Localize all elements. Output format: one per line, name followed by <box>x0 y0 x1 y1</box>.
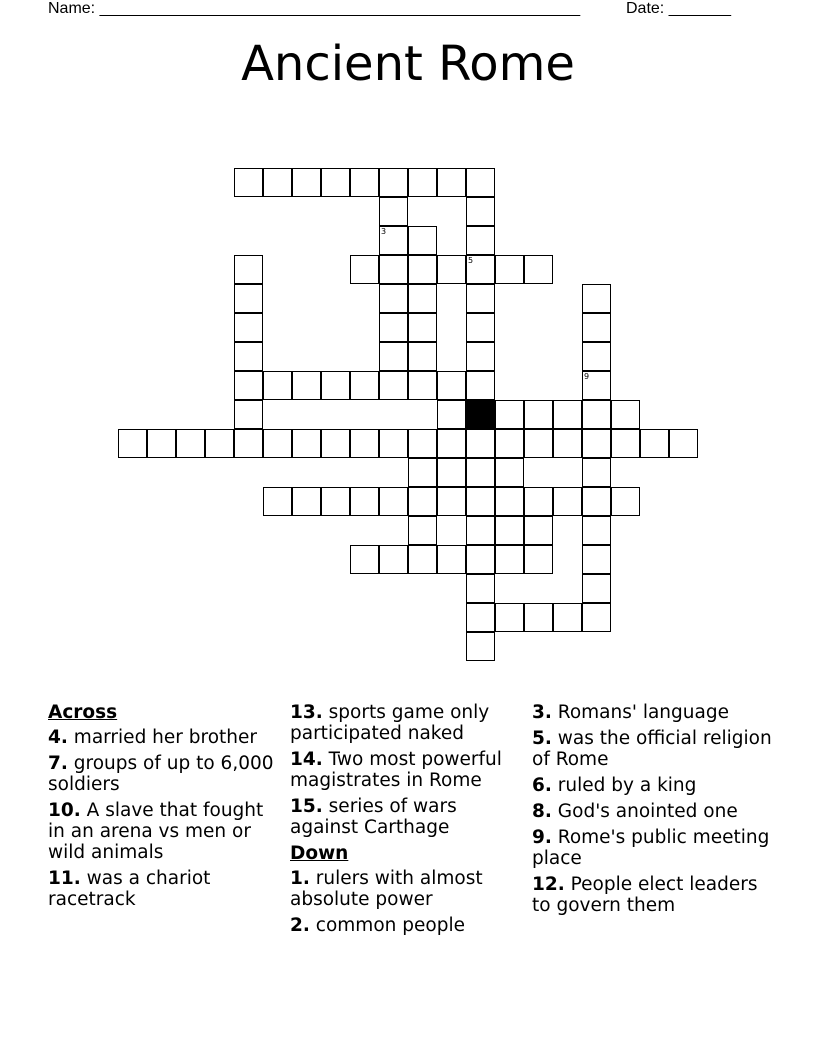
clue-number: 7. <box>48 753 68 774</box>
crossword-cell[interactable] <box>408 429 437 458</box>
crossword-cell[interactable] <box>234 284 263 313</box>
crossword-cell[interactable] <box>466 632 495 661</box>
crossword-cell[interactable] <box>408 487 437 516</box>
crossword-cell[interactable] <box>408 313 437 342</box>
crossword-cell[interactable] <box>466 603 495 632</box>
crossword-cell[interactable] <box>205 429 234 458</box>
clue-text: A slave that fought in an arena vs men or wild animals <box>48 800 264 863</box>
clue-text: God's anointed one <box>557 801 738 822</box>
crossword-cell[interactable] <box>582 516 611 545</box>
clue-down-5 <box>532 728 772 770</box>
crossword-cell[interactable] <box>408 516 437 545</box>
crossword-cell[interactable] <box>495 429 524 458</box>
clue-across-11 <box>48 868 280 910</box>
crossword-cell[interactable] <box>582 284 611 313</box>
crossword-cell[interactable] <box>321 487 350 516</box>
clue-text: rulers with almost absolute power <box>290 868 483 910</box>
clue-across-10 <box>48 800 280 863</box>
clue-text: common people <box>315 915 465 936</box>
clue-text: was a chariot racetrack <box>48 868 211 910</box>
crossword-cell[interactable] <box>379 284 408 313</box>
crossword-cell[interactable] <box>640 429 669 458</box>
clue-text: groups of up to 6,000 soldiers <box>48 753 274 795</box>
crossword-cell[interactable] <box>379 168 408 197</box>
clue-text: Rome's public meeting place <box>532 827 770 869</box>
clue-number: 2. <box>290 915 310 936</box>
crossword-cell[interactable] <box>524 545 553 574</box>
cell-number: 9 <box>584 372 590 381</box>
crossword-cell[interactable] <box>466 574 495 603</box>
clue-text: was the official religion of Rome <box>532 728 772 770</box>
crossword-cell[interactable] <box>495 516 524 545</box>
clue-number: 8. <box>532 801 552 822</box>
clue-across-13 <box>290 702 526 744</box>
crossword-cell[interactable] <box>524 255 553 284</box>
crossword-cell[interactable] <box>582 545 611 574</box>
clue-down-3 <box>532 702 772 723</box>
crossword-cell[interactable] <box>466 458 495 487</box>
crossword-cell[interactable] <box>408 371 437 400</box>
crossword-cell[interactable] <box>321 168 350 197</box>
down-heading: Down <box>290 843 349 864</box>
crossword-cell[interactable] <box>669 429 698 458</box>
crossword-cell[interactable] <box>292 487 321 516</box>
crossword-cell[interactable] <box>234 400 263 429</box>
crossword-cell[interactable] <box>466 255 495 284</box>
crossword-cell[interactable] <box>495 545 524 574</box>
crossword-cell[interactable] <box>263 487 292 516</box>
clues-column-3 <box>532 702 772 921</box>
clue-across-14 <box>290 749 526 791</box>
crossword-cell[interactable] <box>495 487 524 516</box>
crossword-cell[interactable] <box>553 603 582 632</box>
crossword-cell[interactable] <box>437 487 466 516</box>
crossword-cell[interactable] <box>524 603 553 632</box>
crossword-cell[interactable] <box>495 603 524 632</box>
crossword-cell[interactable] <box>611 400 640 429</box>
crossword-cell[interactable] <box>466 197 495 226</box>
clue-down-2 <box>290 915 526 936</box>
crossword-cell[interactable] <box>408 226 437 255</box>
crossword-cell[interactable] <box>408 284 437 313</box>
clue-down-9 <box>532 827 772 869</box>
clue-text: ruled by a king <box>557 775 697 796</box>
crossword-cell[interactable] <box>292 168 321 197</box>
crossword-cell[interactable] <box>466 545 495 574</box>
clue-text: People elect leaders to govern them <box>532 874 758 916</box>
crossword-cell[interactable] <box>582 603 611 632</box>
crossword-cell[interactable] <box>263 168 292 197</box>
crossword-cell[interactable] <box>582 574 611 603</box>
clue-text: Romans' language <box>557 702 729 723</box>
clue-number: 11. <box>48 868 81 889</box>
crossword-cell[interactable] <box>408 458 437 487</box>
crossword-cell[interactable] <box>350 487 379 516</box>
clue-across-7 <box>48 753 280 795</box>
crossword-cell[interactable] <box>408 168 437 197</box>
clue-down-6 <box>532 775 772 796</box>
clue-number: 5. <box>532 728 552 749</box>
crossword-cell[interactable] <box>582 371 611 400</box>
crossword-cell[interactable] <box>379 226 408 255</box>
crossword-cell[interactable] <box>466 371 495 400</box>
crossword-cell[interactable] <box>263 371 292 400</box>
clue-text: sports game only participated naked <box>290 702 490 744</box>
crossword-cell[interactable] <box>553 429 582 458</box>
clue-across-4 <box>48 727 280 748</box>
clue-number: 4. <box>48 727 68 748</box>
crossword-cell[interactable] <box>495 255 524 284</box>
crossword-cell[interactable] <box>350 429 379 458</box>
crossword-cell[interactable] <box>408 255 437 284</box>
clue-number: 1. <box>290 868 310 889</box>
across-heading: Across <box>48 702 118 723</box>
crossword-cell[interactable] <box>408 545 437 574</box>
page-title: Ancient Rome <box>241 36 575 92</box>
cell-number: 3 <box>381 227 387 236</box>
crossword-cell[interactable] <box>553 487 582 516</box>
crossword-cell[interactable] <box>611 429 640 458</box>
clue-number: 14. <box>290 749 323 770</box>
crossword-cell[interactable] <box>263 429 292 458</box>
crossword-cell[interactable] <box>582 342 611 371</box>
crossword-cell[interactable] <box>350 371 379 400</box>
crossword-cell[interactable] <box>379 545 408 574</box>
crossword-cell[interactable] <box>524 487 553 516</box>
clue-down-1 <box>290 868 526 910</box>
clue-down-8 <box>532 801 772 822</box>
crossword-cell[interactable] <box>147 429 176 458</box>
crossword-cell[interactable] <box>379 371 408 400</box>
crossword-cell[interactable] <box>437 458 466 487</box>
crossword-cell[interactable] <box>437 400 466 429</box>
crossword-cell[interactable] <box>234 255 263 284</box>
crossword-cell[interactable] <box>466 284 495 313</box>
crossword-cell[interactable] <box>379 429 408 458</box>
crossword-cell[interactable] <box>350 168 379 197</box>
crossword-cell[interactable] <box>350 545 379 574</box>
clue-number: 6. <box>532 775 552 796</box>
crossword-cell[interactable] <box>466 168 495 197</box>
crossword-cell[interactable] <box>321 429 350 458</box>
date-field[interactable]: Date: _______ <box>626 0 731 17</box>
crossword-cell[interactable] <box>466 516 495 545</box>
crossword-cell[interactable] <box>379 255 408 284</box>
name-field[interactable]: Name: ______________________________________________________ <box>48 0 581 17</box>
crossword-cell[interactable] <box>437 429 466 458</box>
crossword-cell[interactable] <box>582 400 611 429</box>
crossword-cell[interactable] <box>234 313 263 342</box>
crossword-cell[interactable] <box>466 313 495 342</box>
crossword-cell[interactable] <box>292 429 321 458</box>
crossword-cell[interactable] <box>437 255 466 284</box>
clue-text: Two most powerful magistrates in Rome <box>290 749 502 791</box>
clue-number: 9. <box>532 827 552 848</box>
crossword-cell[interactable] <box>234 342 263 371</box>
crossword-cell[interactable] <box>466 226 495 255</box>
crossword-cell[interactable] <box>437 168 466 197</box>
crossword-cell[interactable] <box>582 313 611 342</box>
crossword-cell[interactable] <box>524 429 553 458</box>
crossword-cell[interactable] <box>582 429 611 458</box>
crossword-cell[interactable] <box>524 400 553 429</box>
crossword-cell[interactable] <box>582 487 611 516</box>
crossword-cell[interactable] <box>234 371 263 400</box>
crossword-cell[interactable] <box>553 400 582 429</box>
clues-column-1 <box>48 702 280 915</box>
crossword-cell[interactable] <box>495 458 524 487</box>
crossword-cell[interactable] <box>408 342 437 371</box>
crossword-cell[interactable] <box>495 400 524 429</box>
crossword-cell[interactable] <box>292 371 321 400</box>
crossword-cell[interactable] <box>234 168 263 197</box>
clue-number: 10. <box>48 800 81 821</box>
crossword-cell[interactable] <box>176 429 205 458</box>
crossword-cell[interactable] <box>466 429 495 458</box>
crossword-cell[interactable] <box>437 371 466 400</box>
clue-number: 13. <box>290 702 323 723</box>
crossword-cell[interactable] <box>466 342 495 371</box>
crossword-cell[interactable] <box>350 255 379 284</box>
clues-column-2 <box>290 702 526 941</box>
clue-text: series of wars against Carthage <box>290 796 457 838</box>
crossword-cell[interactable] <box>118 429 147 458</box>
clue-number: 15. <box>290 796 323 817</box>
cell-number: 5 <box>468 256 474 265</box>
crossword-cell[interactable] <box>379 342 408 371</box>
clue-number: 12. <box>532 874 565 895</box>
clue-across-15 <box>290 796 526 838</box>
clue-number: 3. <box>532 702 552 723</box>
crossword-cell[interactable] <box>437 545 466 574</box>
crossword-cell[interactable] <box>611 487 640 516</box>
crossword-cell[interactable] <box>524 516 553 545</box>
crossword-cell[interactable] <box>379 313 408 342</box>
crossword-cell[interactable] <box>466 487 495 516</box>
crossword-cell[interactable] <box>379 197 408 226</box>
crossword-cell[interactable] <box>379 487 408 516</box>
clue-text: married her brother <box>73 727 258 748</box>
crossword-cell[interactable] <box>582 458 611 487</box>
clue-down-12 <box>532 874 772 916</box>
crossword-cell[interactable] <box>321 371 350 400</box>
crossword-black-cell <box>466 400 495 429</box>
crossword-cell[interactable] <box>234 429 263 458</box>
